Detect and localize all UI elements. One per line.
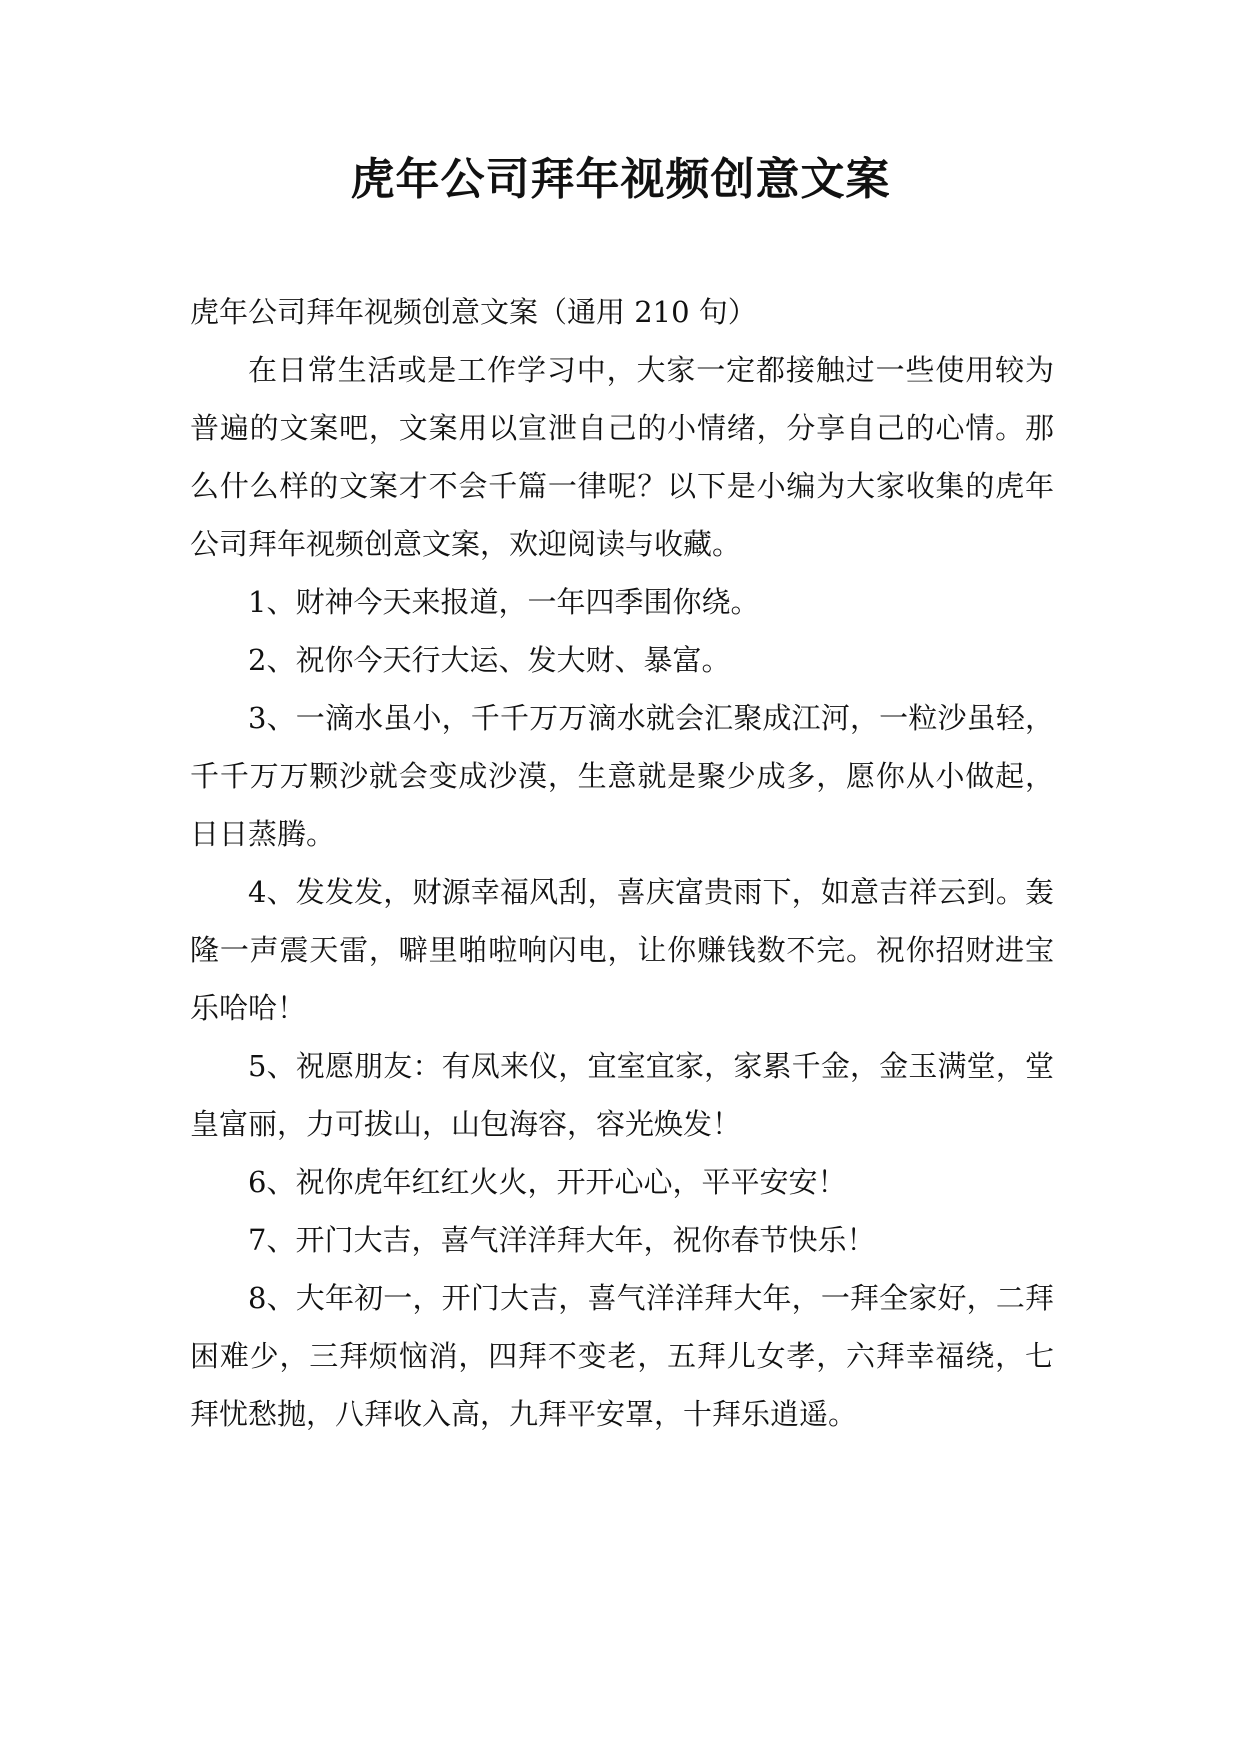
list-item: 8、大年初一，开门大吉，喜气洋洋拜大年，一拜全家好，二拜困难少，三拜烦恼消，四拜不变老，五拜儿女孝，六拜幸福绕，七拜忧愁抛，八拜收入高，九拜平安罩，十拜乐逍遥。 — [190, 1281, 1054, 1431]
document-title: 虎年公司拜年视频创意文案 — [350, 154, 891, 205]
list-item: 2、祝你今天行大运、发大财、暴富。 — [248, 643, 731, 677]
list-item: 5、祝愿朋友：有凤来仪，宜室宜家，家累千金，金玉满堂，堂皇富丽，力可拔山，山包海容，容光焕发！ — [190, 1049, 1054, 1141]
list-item: 3、一滴水虽小，千千万万滴水就会汇聚成江河，一粒沙虽轻，千千万万颗沙就会变成沙漠，生意就是聚少成多，愿你从小做起，日日蒸腾。 — [190, 701, 1054, 851]
document-subtitle: 虎年公司拜年视频创意文案（通用 210 句） — [190, 295, 757, 329]
list-item: 4、发发发，财源幸福风刮，喜庆富贵雨下，如意吉祥云到。轰隆一声震天雷，噼里啪啦响闪电，让你赚钱数不完。祝你招财进宝乐哈哈！ — [190, 875, 1054, 1025]
document-body — [190, 283, 1054, 1443]
list-item: 1、财神今天来报道，一年四季围你绕。 — [248, 585, 760, 619]
list-item: 6、祝你虎年红红火火，开开心心，平平安安！ — [248, 1165, 847, 1199]
list-item: 7、开门大吉，喜气洋洋拜大年，祝你春节快乐！ — [248, 1223, 876, 1257]
intro-paragraph: 在日常生活或是工作学习中，大家一定都接触过一些使用较为普遍的文案吧，文案用以宣泄自己的小情绪，分享自己的心情。那么什么样的文案才不会千篇一律呢？以下是小编为大家收集的虎年公司拜年视频创意文案，欢迎阅读与收藏。 — [190, 353, 1054, 561]
